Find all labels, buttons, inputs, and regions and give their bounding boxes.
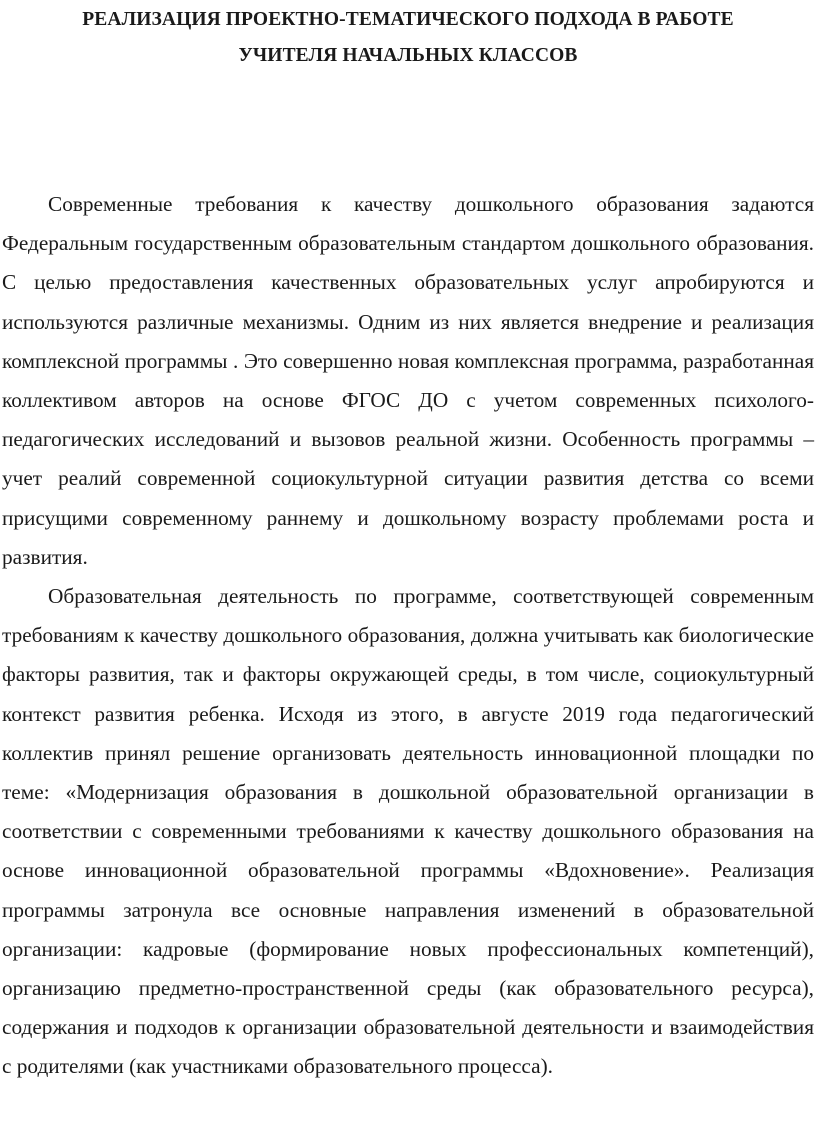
title-line-1: РЕАЛИЗАЦИЯ ПРОЕКТНО-ТЕМАТИЧЕСКОГО ПОДХОДА В РАБОТЕ bbox=[82, 9, 734, 30]
paragraph-2: Образовательная деятельность по программе, соответствующей современным требованиям к качеству дошкольного образования, должна учитывать как биологические факторы развития, так и факторы окружающей среды, в том числе, социокультурный контекст развития ребенка. Исходя из этого, в августе 2019 года педагогический коллектив принял решение организовать деятельность инновационной площадки по теме: «Модернизация образования в дошкольной образовательной организации в соответствии с современными требованиями к качеству дошкольного образования на основе инновационной образовательной программы «Вдохновение». Реализация программы затронула все основные направления изменений в образовательной организации: кадровые (формирование новых профессиональных компетенций), организацию предметно-пространственной среды (как образовательного ресурса), содержания и подходов к организации образовательной деятельности и взаимодействия с родителями (как участниками образовательного процесса). bbox=[2, 584, 814, 1079]
paragraph-1: Современные требования к качеству дошкольного образования задаются Федеральным государственным образовательным стандартом дошкольного образования. С целью предоставления качественных образовательных услуг апробируются и используются различные механизмы. Одним из них является внедрение и реализация комплексной программы . Это совершенно новая комплексная программа, разработанная коллективом авторов на основе ФГОС ДО с учетом современных психолого-педагогических исследований и вызовов реальной жизни. Особенность программы – учет реалий современной социокультурной ситуации развития детства со всеми присущими современному раннему и дошкольному возрасту проблемами роста и развития. bbox=[2, 192, 814, 569]
document-body bbox=[2, 185, 814, 1087]
document-title bbox=[2, 0, 814, 74]
title-line-2: УЧИТЕЛЯ НАЧАЛЬНЫХ КЛАССОВ bbox=[238, 45, 578, 66]
